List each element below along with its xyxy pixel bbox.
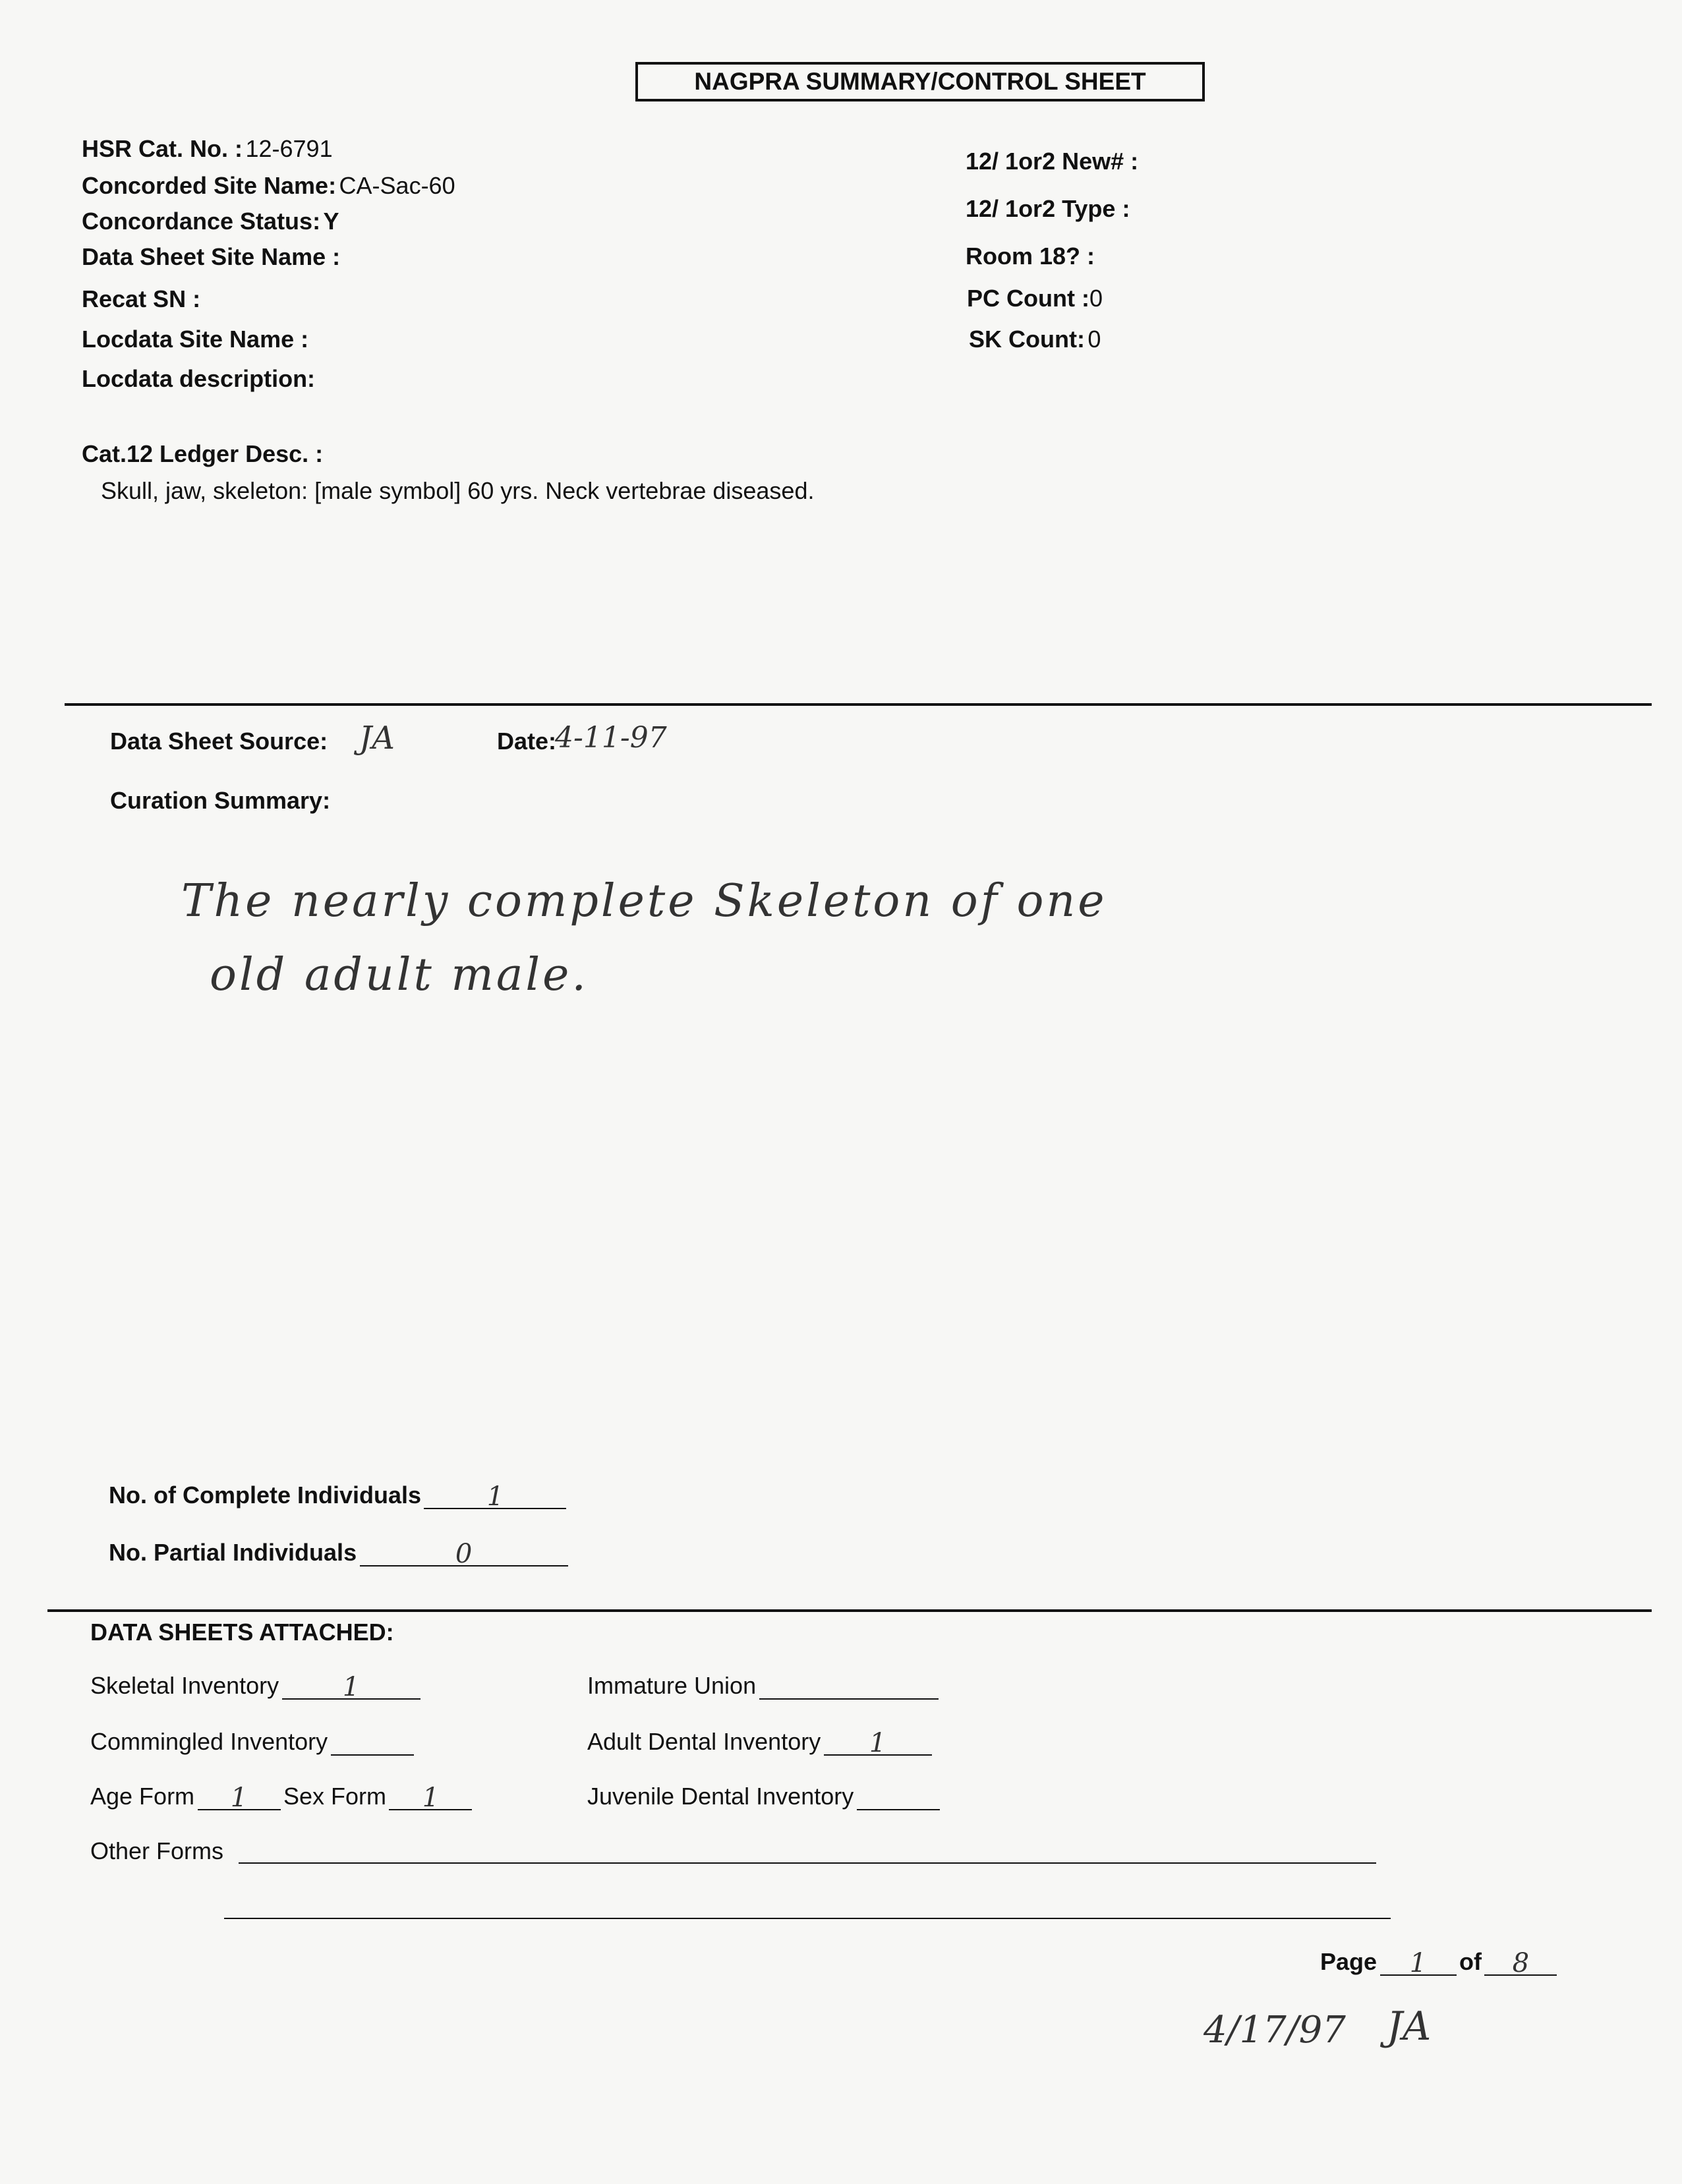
concordance-status-value: Y [323, 208, 339, 235]
other-forms-label: Other Forms [90, 1837, 224, 1864]
curation-summary-line2: old adult male. [210, 949, 589, 1001]
of-value: 8 [1484, 1948, 1557, 1976]
concordance-status-label: Concordance Status: [82, 208, 321, 235]
adult-dental-inventory-value: 1 [824, 1728, 932, 1756]
ledger-label: Cat.12 Ledger Desc. : [82, 440, 324, 467]
curation-summary-line1: The nearly complete Skeleton of one [181, 875, 1107, 927]
sex-form-value: 1 [389, 1783, 472, 1810]
data-sheet-site-name-label: Data Sheet Site Name : [82, 243, 341, 270]
partial-individuals-value: 0 [360, 1539, 568, 1566]
sk-count-row [969, 326, 1101, 353]
age-sex-form-row [90, 1783, 472, 1813]
hsr-cat-no-row [82, 135, 333, 163]
adult-dental-inventory-label: Adult Dental Inventory [587, 1728, 821, 1755]
data-sheets-attached-heading: DATA SHEETS ATTACHED: [90, 1619, 394, 1646]
juvenile-dental-inventory-label: Juvenile Dental Inventory [587, 1783, 854, 1810]
skeletal-inventory-row [90, 1672, 420, 1700]
section-divider-2 [47, 1609, 1652, 1612]
sk-count-value: 0 [1088, 326, 1101, 353]
skeletal-inventory-value: 1 [282, 1672, 420, 1700]
other-forms-line [239, 1862, 1376, 1864]
concordance-status-row [82, 208, 339, 235]
type-label: 12/ 1or2 Type : [966, 195, 1130, 222]
concorded-site-label: Concorded Site Name: [82, 172, 337, 199]
ledger-text: Skull, jaw, skeleton: [male symbol] 60 yrs. Neck vertebrae diseased. [101, 477, 815, 504]
partial-individuals-label: No. Partial Individuals [109, 1539, 357, 1566]
concorded-site-value: CA-Sac-60 [339, 172, 455, 199]
skeletal-inventory-label: Skeletal Inventory [90, 1672, 279, 1699]
juvenile-dental-inventory-row [587, 1783, 940, 1810]
sex-form-label: Sex Form [283, 1783, 386, 1810]
data-sheet-source-value: JA [359, 720, 395, 757]
room18-label: Room 18? : [966, 243, 1095, 270]
commingled-inventory-label: Commingled Inventory [90, 1728, 328, 1755]
juvenile-dental-inventory-value [857, 1783, 940, 1810]
pc-count-row [967, 285, 1103, 312]
complete-individuals-label: No. of Complete Individuals [109, 1481, 422, 1509]
adult-dental-inventory-row [587, 1728, 932, 1756]
sk-count-label: SK Count: [969, 326, 1085, 353]
hsr-cat-no-value: 12-6791 [245, 135, 333, 162]
data-sheet-source-label: Data Sheet Source: [110, 728, 328, 755]
page-count-row [1320, 1948, 1557, 1976]
partial-individuals-row [109, 1539, 568, 1569]
page-value: 1 [1380, 1948, 1457, 1976]
of-label: of [1459, 1948, 1482, 1975]
locdata-site-name-label: Locdata Site Name : [82, 326, 309, 353]
complete-individuals-value: 1 [424, 1481, 566, 1509]
date-label: Date: [497, 728, 557, 755]
new-no-label: 12/ 1or2 New# : [966, 148, 1139, 175]
form-title: NAGPRA SUMMARY/CONTROL SHEET [635, 62, 1205, 101]
locdata-description-label: Locdata description: [82, 365, 316, 392]
immature-union-row [587, 1672, 939, 1700]
section-divider [65, 703, 1652, 706]
date-value: 4-11-97 [555, 721, 667, 755]
hsr-cat-no-label: HSR Cat. No. : [82, 135, 243, 162]
age-form-label: Age Form [90, 1783, 195, 1810]
pc-count-label: PC Count : [967, 285, 1089, 312]
other-forms-line-2 [224, 1918, 1391, 1919]
footer-date: 4/17/97 [1204, 2009, 1346, 2052]
concorded-site-row [82, 172, 455, 200]
footer-initials: JA [1387, 2003, 1432, 2050]
complete-individuals-row [109, 1481, 566, 1512]
commingled-inventory-value [331, 1728, 414, 1756]
curation-summary-label: Curation Summary: [110, 787, 331, 814]
immature-union-value [759, 1672, 939, 1700]
age-form-value: 1 [198, 1783, 281, 1810]
pc-count-value: 0 [1089, 285, 1103, 312]
commingled-inventory-row [90, 1728, 414, 1756]
page-label: Page [1320, 1948, 1378, 1975]
recat-sn-label: Recat SN : [82, 285, 201, 312]
immature-union-label: Immature Union [587, 1672, 757, 1699]
